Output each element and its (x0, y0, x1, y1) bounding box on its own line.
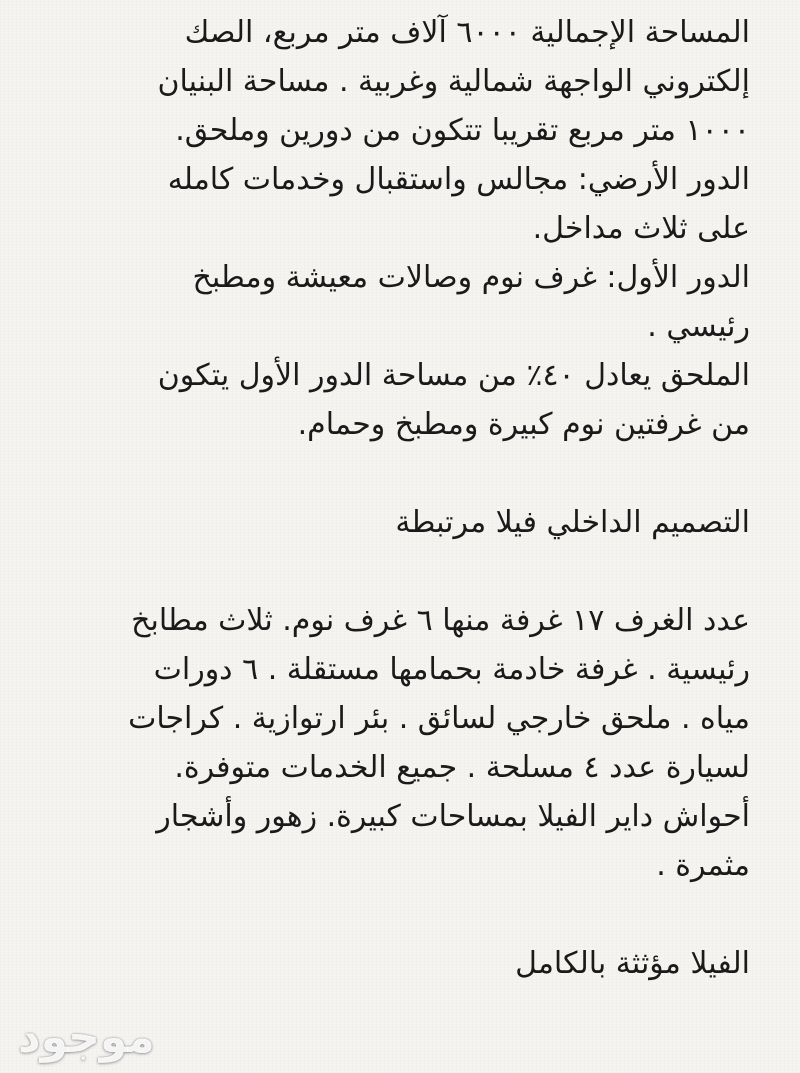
note-line: الفيلا مؤثثة بالكامل (515, 946, 750, 981)
note-line: ١٠٠٠ متر مربع تقريبا تتكون من دورين وملحق. (175, 113, 750, 148)
note-line: مثمرة . (656, 848, 750, 883)
note-line: المساحة الإجمالية ٦٠٠٠ آلاف متر مربع، الصك (184, 15, 750, 50)
note-line: رئيسي . (647, 309, 750, 344)
note-line: على ثلاث مداخل. (532, 211, 750, 246)
note-line: الدور الأول: غرف نوم وصالات معيشة ومطبخ (192, 260, 750, 295)
note-line: رئيسية . غرفة خادمة بحمامها مستقلة . ٦ دورات (153, 652, 750, 687)
note-line: من غرفتين نوم كبيرة ومطبخ وحمام. (297, 407, 750, 442)
note-blank-line (14, 449, 750, 498)
note-line: الدور الأرضي: مجالس واستقبال وخدمات كامله (167, 162, 750, 197)
note-body (14, 8, 750, 988)
note-blank-line (14, 890, 750, 939)
note-line: إلكتروني الواجهة شمالية وغربية . مساحة البنيان (157, 64, 750, 99)
note-line: التصميم الداخلي فيلا مرتبطة (395, 505, 750, 540)
note-line: عدد الغرف ١٧ غرفة منها ٦ غرف نوم. ثلاث مطابخ (131, 603, 750, 638)
watermark-logo: موجود (18, 1012, 155, 1063)
note-line: الملحق يعادل ٤٠٪ من مساحة الدور الأول يتكون (157, 358, 750, 393)
note-line: لسيارة عدد ٤ مسلحة . جميع الخدمات متوفرة. (174, 750, 750, 785)
note-line: أحواش داير الفيلا بمساحات كبيرة. زهور وأشجار (156, 799, 750, 834)
note-line: مياه . ملحق خارجي لسائق . بئر ارتوازية . كراجات (128, 701, 750, 736)
note-blank-line (14, 547, 750, 596)
